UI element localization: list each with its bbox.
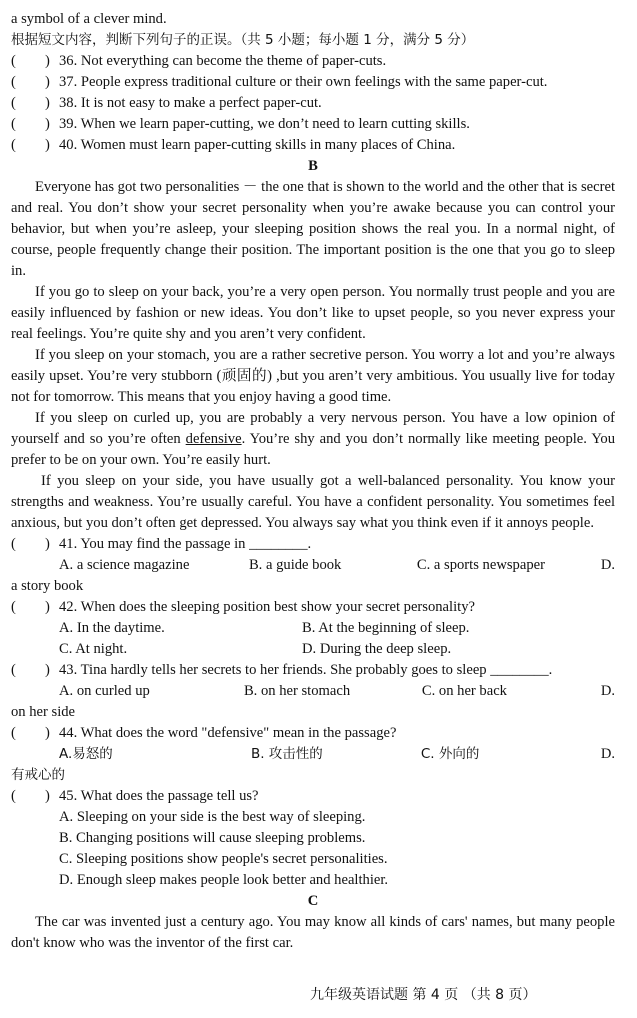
question-41-options [11, 555, 615, 576]
true-false-questions [11, 51, 615, 156]
question-text: 44. What does the word "defensive" mean in the passage? [59, 725, 397, 741]
option-a[interactable]: A. Sleeping on your side is the best way of sleeping. [59, 809, 366, 825]
question-45-option-d-row [11, 870, 615, 891]
option-d[interactable]: D. During the deep sleep. [302, 641, 452, 657]
option-a[interactable]: A. In the daytime. [59, 620, 165, 636]
question-text: 40. Women must learn paper-cutting skills in many places of China. [59, 137, 456, 153]
question-38 [11, 93, 615, 114]
option-d-text: 有戒心的 [11, 767, 65, 783]
passage-b-paragraph-4 [11, 408, 615, 471]
passage-b-paragraph-2: If you go to sleep on your back, you’re a very open person. You normally trust people and you are easily influenced by fashion or new ideas. You don’t like to upset people, so you never express your real feelings. You’re quite shy and you aren’t very confident. [11, 284, 615, 342]
option-c[interactable]: C. Sleeping positions show people's secret personalities. [59, 851, 388, 867]
answer-blank[interactable]: ( ) [11, 53, 50, 69]
option-b[interactable]: B. on her stomach [243, 683, 351, 699]
passage-b-paragraph-1: Everyone has got two personalities － the one that is shown to the world and the other that is secret and real. You don’t show your secret personality when you’re awake because you can control your behavior, but when you’re asleep, your sleeping position shows the real you. In a normal night, of course, people frequently change their position. The important position is the one that you go to sleep in. [11, 179, 615, 279]
section-b-heading: B [308, 158, 318, 174]
question-44 [11, 723, 615, 744]
answer-blank[interactable]: ( ) [11, 599, 50, 615]
question-40 [11, 135, 615, 156]
question-37 [11, 72, 615, 93]
option-d-label[interactable]: D. [600, 557, 616, 573]
question-39 [11, 114, 615, 135]
section-a-instruction: 根据短文内容，判断下列句子的正误。（共 5 小题；每小题 1 分，满分 5 分） [11, 32, 475, 48]
paragraph-text: . You’re shy and you don’t normally like meeting people. You prefer to be on your own. You’re easily hurt. [11, 431, 616, 468]
option-a[interactable]: A.易怒的 [59, 746, 113, 762]
answer-blank[interactable]: ( ) [11, 662, 50, 678]
answer-blank[interactable]: ( ) [11, 95, 50, 111]
question-text: 36. Not everything can become the theme of paper-cuts. [59, 53, 387, 69]
option-d-label[interactable]: D. [600, 746, 616, 762]
option-b[interactable]: B. 攻击性的 [250, 746, 323, 762]
option-a[interactable]: A. on curled up [59, 683, 150, 699]
answer-blank[interactable]: ( ) [11, 536, 50, 552]
question-42-options-row-2 [11, 639, 615, 660]
question-text: 41. You may find the passage in ________. [59, 536, 312, 552]
exam-page [11, 9, 615, 954]
passage-b-paragraph-3: If you sleep on your stomach, you are a rather secretive person. You worry a lot and you’re always easily upset. You’re very stubborn (顽固的) ,but you aren’t very ambitious. You usually live for today not for tomorrow. This means that you enjoy having a good time. [11, 347, 615, 405]
option-a[interactable]: A. a science magazine [59, 557, 190, 573]
question-42 [11, 597, 615, 618]
option-d-text: a story book [11, 578, 84, 594]
question-text: 45. What does the passage tell us? [59, 788, 259, 804]
option-c[interactable]: C. 外向的 [420, 746, 480, 762]
option-b[interactable]: B. At the beginning of sleep. [302, 620, 470, 636]
passage-b-paragraph-5: If you sleep on your side, you have usually got a well-balanced personality. You know your strengths and weakness. You’re usually careful. You have a confident personality. You sometimes feel anxious, but you don’t often get depressed. You always say what you think even if it annoys people. [11, 473, 615, 531]
question-text: 42. When does the sleeping position best show your secret personality? [59, 599, 475, 615]
question-43 [11, 660, 615, 681]
option-d-label[interactable]: D. [600, 683, 616, 699]
section-c-heading: C [307, 893, 319, 909]
option-b[interactable]: B. Changing positions will cause sleeping problems. [59, 830, 366, 846]
question-44-options [11, 744, 615, 765]
passage-c-paragraph-1: The car was invented just a century ago. You may know all kinds of cars' names, but many people don't know who was the inventor of the first car. [11, 914, 615, 951]
answer-blank[interactable]: ( ) [11, 74, 50, 90]
intro-tail: a symbol of a clever mind. [11, 11, 167, 27]
question-45-option-b-row [11, 828, 615, 849]
question-text: 38. It is not easy to make a perfect paper-cut. [59, 95, 322, 111]
question-text: 39. When we learn paper-cutting, we don’t need to learn cutting skills. [59, 116, 470, 132]
question-45-option-c-row [11, 849, 615, 870]
option-b[interactable]: B. a guide book [248, 557, 342, 573]
option-d-text: on her side [11, 704, 76, 720]
answer-blank[interactable]: ( ) [11, 788, 50, 804]
answer-blank[interactable]: ( ) [11, 137, 50, 153]
answer-blank[interactable]: ( ) [11, 116, 50, 132]
paragraph-text: If you sleep on curled up, you are probably a very nervous person. You have a low opinion of yourself and so you’re often [11, 410, 615, 447]
question-text: 43. Tina hardly tells her secrets to her friends. She probably goes to sleep ________. [59, 662, 553, 678]
question-42-options-row-1 [11, 618, 615, 639]
question-36 [11, 51, 615, 72]
question-41 [11, 534, 615, 555]
option-d[interactable]: D. Enough sleep makes people look better and healthier. [59, 872, 389, 888]
option-c[interactable]: C. on her back [421, 683, 507, 699]
underlined-word-defensive: defensive [185, 431, 242, 447]
question-43-options [11, 681, 615, 702]
answer-blank[interactable]: ( ) [11, 725, 50, 741]
page-footer: 九年级英语试题 第 4 页 （共 8 页） [310, 987, 537, 1003]
option-c[interactable]: C. At night. [59, 641, 128, 657]
question-text: 37. People express traditional culture or their own feelings with the same paper-cut. [59, 74, 548, 90]
option-c[interactable]: C. a sports newspaper [416, 557, 545, 573]
question-45 [11, 786, 615, 807]
question-45-option-a-row [11, 807, 615, 828]
